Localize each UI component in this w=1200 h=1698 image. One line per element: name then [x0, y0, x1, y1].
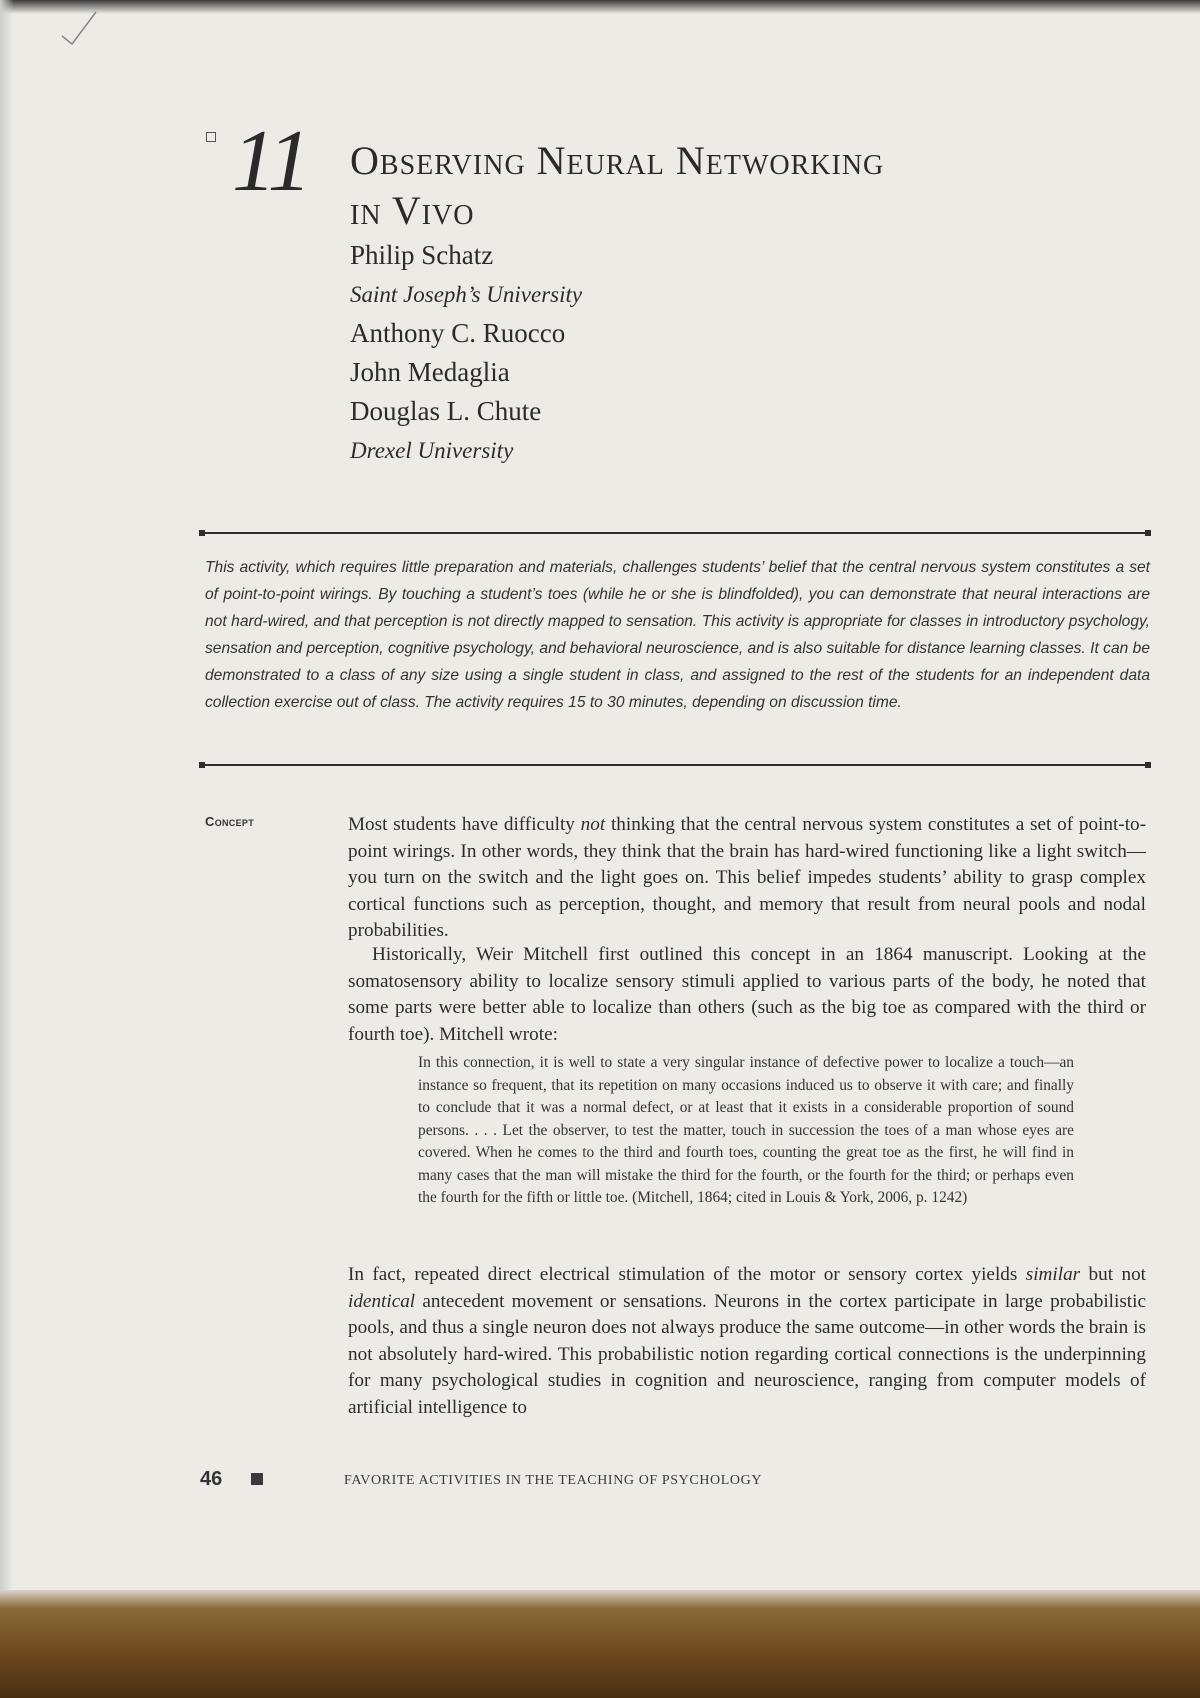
author-name: Anthony C. Ruocco: [350, 318, 566, 348]
block-quote: In this connection, it is well to state a very singular instance of defective power to localize a touch—an instance so frequent, that its repetition on many occasions induced us to observe it with care; and finally to conclude that it was a normal defect, or at least that it exists in a considerable proportion of sound persons. . . . Let the observer, to test the matter, touch in succession the toes of a man whose eyes are covered. When he comes to the third and fourth toes, counting the great toe as the first, he will find in many cases that the man will mistake the third for the fourth, or the fourth for the third; or perhaps even the fourth for the fifth or little toe. (Mitchell, 1864; cited in Louis & York, 2006, p. 1242): [418, 1054, 1074, 1206]
body-paragraph-1: [348, 812, 1146, 945]
author-list: [350, 236, 582, 470]
scan-left-shadow: [0, 0, 14, 1590]
p1-emphasis: not: [580, 814, 606, 835]
page-number: 46: [200, 1468, 223, 1490]
footer-square-icon: [251, 1473, 263, 1485]
pencil-check-mark: [60, 8, 100, 48]
scan-top-shadow: [0, 0, 1200, 14]
author-affiliation: Saint Joseph’s University: [350, 282, 583, 307]
chapter-title-line1: Observing Neural Networking: [350, 138, 885, 183]
p3-text-c: antecedent movement or sensations. Neurons in the cortex participate in large probabilistic pools, and thus a single neuron does not always produce the same outcome—in other words the brain is not absolutely hard-wired. This probabilistic notion regarding cortical connections is the underpinning for many psychological studies in cognition and neuroscience, ranging from computer models of artificial intelligence to: [348, 1290, 1146, 1418]
p3-emphasis-identical: identical: [348, 1290, 416, 1312]
author-name: Philip Schatz: [350, 240, 494, 270]
author-name: Douglas L. Chute: [350, 396, 542, 426]
chapter-title: [350, 136, 884, 236]
marker-box: [206, 132, 216, 142]
p3-text-b: but not: [1080, 1264, 1146, 1285]
p1-text-end: thinking that the central nervous system constitutes a set of point-to-point wirings. In other words, they think that the brain has hard-wired functioning like a light switch—you turn on the switch and the light goes on. This belief impedes students’ ability to grasp complex cortical functions such as perception, thought, and memory that result from neural pools and nodal probabilities.: [348, 814, 1147, 941]
section-label: Concept: [205, 814, 254, 829]
p3-emphasis-similar: similar: [1025, 1264, 1081, 1285]
running-footer-title: FAVORITE ACTIVITIES IN THE TEACHING OF PSYCHOLOGY: [344, 1473, 763, 1488]
chapter-title-line2: in Vivo: [350, 188, 475, 233]
body-paragraph-2: Historically, Weir Mitchell first outlined this concept in an 1864 manuscript. Looking at the somatosensory ability to localize sensory stimuli applied to various parts of the body, he noted that some parts were better able to localize than others (such as the big toe as compared with the third or fourth toe). Mitchell wrote:: [348, 944, 1146, 1045]
abstract-text: This activity, which requires little preparation and materials, challenges students’ belief that the central nervous system constitutes a set of point-to-point wirings. By touching a student’s toes (while he or she is blindfolded), you can demonstrate that neural interactions are not hard-wired, and that perception is not directly mapped to sensation. This activity is appropriate for classes in introductory psychology, sensation and perception, cognitive psychology, and behavioral neuroscience, and is also suitable for distance learning classes. It can be demonstrated to a class of any size using a single student in class, and assigned to the rest of the students for an independent data collection exercise out of class. The activity requires 15 to 30 minutes, depending on discussion time.: [205, 559, 1150, 711]
author-name: John Medaglia: [350, 357, 510, 387]
abstract-bottom-rule: [205, 764, 1145, 766]
p1-text-start: Most students have difficulty: [348, 814, 581, 835]
body-paragraph-3: [348, 1262, 1146, 1421]
abstract-top-rule: [205, 532, 1145, 534]
chapter-number: 11: [232, 113, 310, 210]
p3-text-a: In fact, repeated direct electrical stimulation of the motor or sensory cortex yields: [348, 1264, 1026, 1285]
author-affiliation: Drexel University: [350, 438, 514, 463]
scan-bottom-edge: [0, 1590, 1200, 1698]
